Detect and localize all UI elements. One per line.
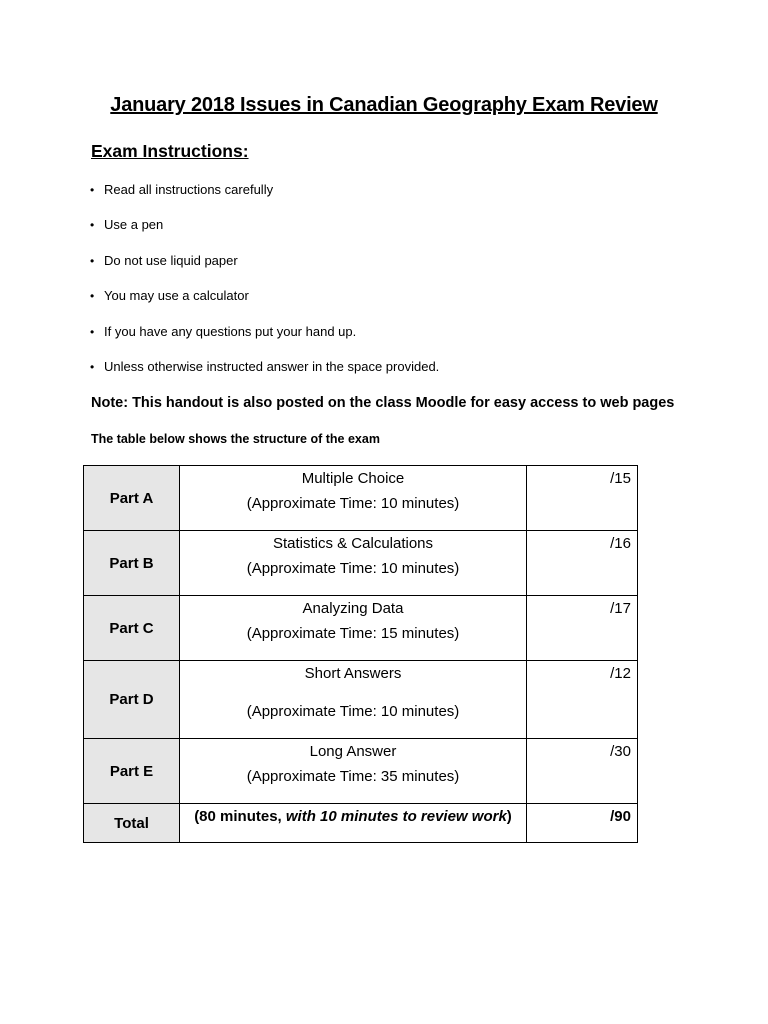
- exam-structure-table: [83, 465, 638, 843]
- section-name: Short Answers: [304, 665, 402, 682]
- spacer: [180, 686, 526, 699]
- instruction-text: You may use a calculator: [104, 288, 249, 304]
- bullet-icon: •: [90, 359, 95, 374]
- section-score: /17: [527, 596, 638, 661]
- instructions-heading: Exam Instructions:: [91, 141, 249, 161]
- table-row: [84, 596, 638, 661]
- section-cell: [180, 596, 527, 661]
- section-score: /16: [527, 531, 638, 596]
- section-cell: [180, 739, 527, 804]
- section-score: /30: [527, 739, 638, 804]
- total-close: ): [506, 808, 512, 825]
- bullet-icon: •: [90, 218, 95, 233]
- table-total-row: [84, 804, 638, 843]
- section-score: /12: [527, 661, 638, 739]
- section-time: (Approximate Time: 10 minutes): [246, 703, 460, 720]
- instruction-item: [90, 215, 439, 250]
- total-description: [180, 804, 527, 843]
- instruction-text: Do not use liquid paper: [104, 252, 238, 268]
- table-row: [84, 466, 638, 531]
- part-label: Part D: [84, 661, 180, 739]
- section-name: Long Answer: [309, 743, 397, 760]
- part-label: Part B: [84, 531, 180, 596]
- section-name: Analyzing Data: [302, 600, 404, 617]
- instruction-item: [90, 251, 439, 286]
- table-row: [84, 661, 638, 739]
- total-label: Total: [84, 804, 180, 843]
- part-label: Part A: [84, 466, 180, 531]
- instruction-text: Unless otherwise instructed answer in the space provided.: [104, 358, 440, 374]
- instruction-text: If you have any questions put your hand up.: [104, 323, 357, 339]
- section-time: (Approximate Time: 35 minutes): [246, 768, 460, 785]
- instruction-item: [90, 357, 439, 392]
- instruction-text: Read all instructions carefully: [104, 182, 274, 197]
- bullet-icon: •: [90, 183, 95, 197]
- instruction-text: Use a pen: [104, 217, 164, 233]
- section-score: /15: [527, 466, 638, 531]
- table-caption: The table below shows the structure of the exam: [91, 432, 380, 446]
- section-cell: [180, 661, 527, 739]
- total-emphasis: with 10 minutes to review work: [285, 808, 507, 825]
- part-label: Part E: [84, 739, 180, 804]
- part-label: Part C: [84, 596, 180, 661]
- document-title: January 2018 Issues in Canadian Geography Exam Review: [110, 94, 658, 116]
- bullet-icon: •: [90, 324, 95, 339]
- section-cell: [180, 466, 527, 531]
- instructions-list: [90, 180, 439, 392]
- table-row: [84, 531, 638, 596]
- section-name: Statistics & Calculations: [272, 535, 434, 552]
- section-time: (Approximate Time: 10 minutes): [246, 495, 460, 512]
- total-open: (80 minutes,: [194, 808, 286, 825]
- total-score: /90: [527, 804, 638, 843]
- section-time: (Approximate Time: 15 minutes): [246, 625, 460, 642]
- bullet-icon: •: [90, 253, 95, 268]
- bullet-icon: •: [90, 289, 95, 304]
- table-row: [84, 739, 638, 804]
- section-cell: [180, 531, 527, 596]
- section-name: Multiple Choice: [301, 470, 405, 487]
- instruction-item: [90, 180, 439, 215]
- instruction-item: [90, 322, 439, 357]
- instruction-item: [90, 286, 439, 321]
- section-time: (Approximate Time: 10 minutes): [246, 560, 460, 577]
- note-text: Note: This handout is also posted on the class Moodle for easy access to web pages: [91, 395, 675, 411]
